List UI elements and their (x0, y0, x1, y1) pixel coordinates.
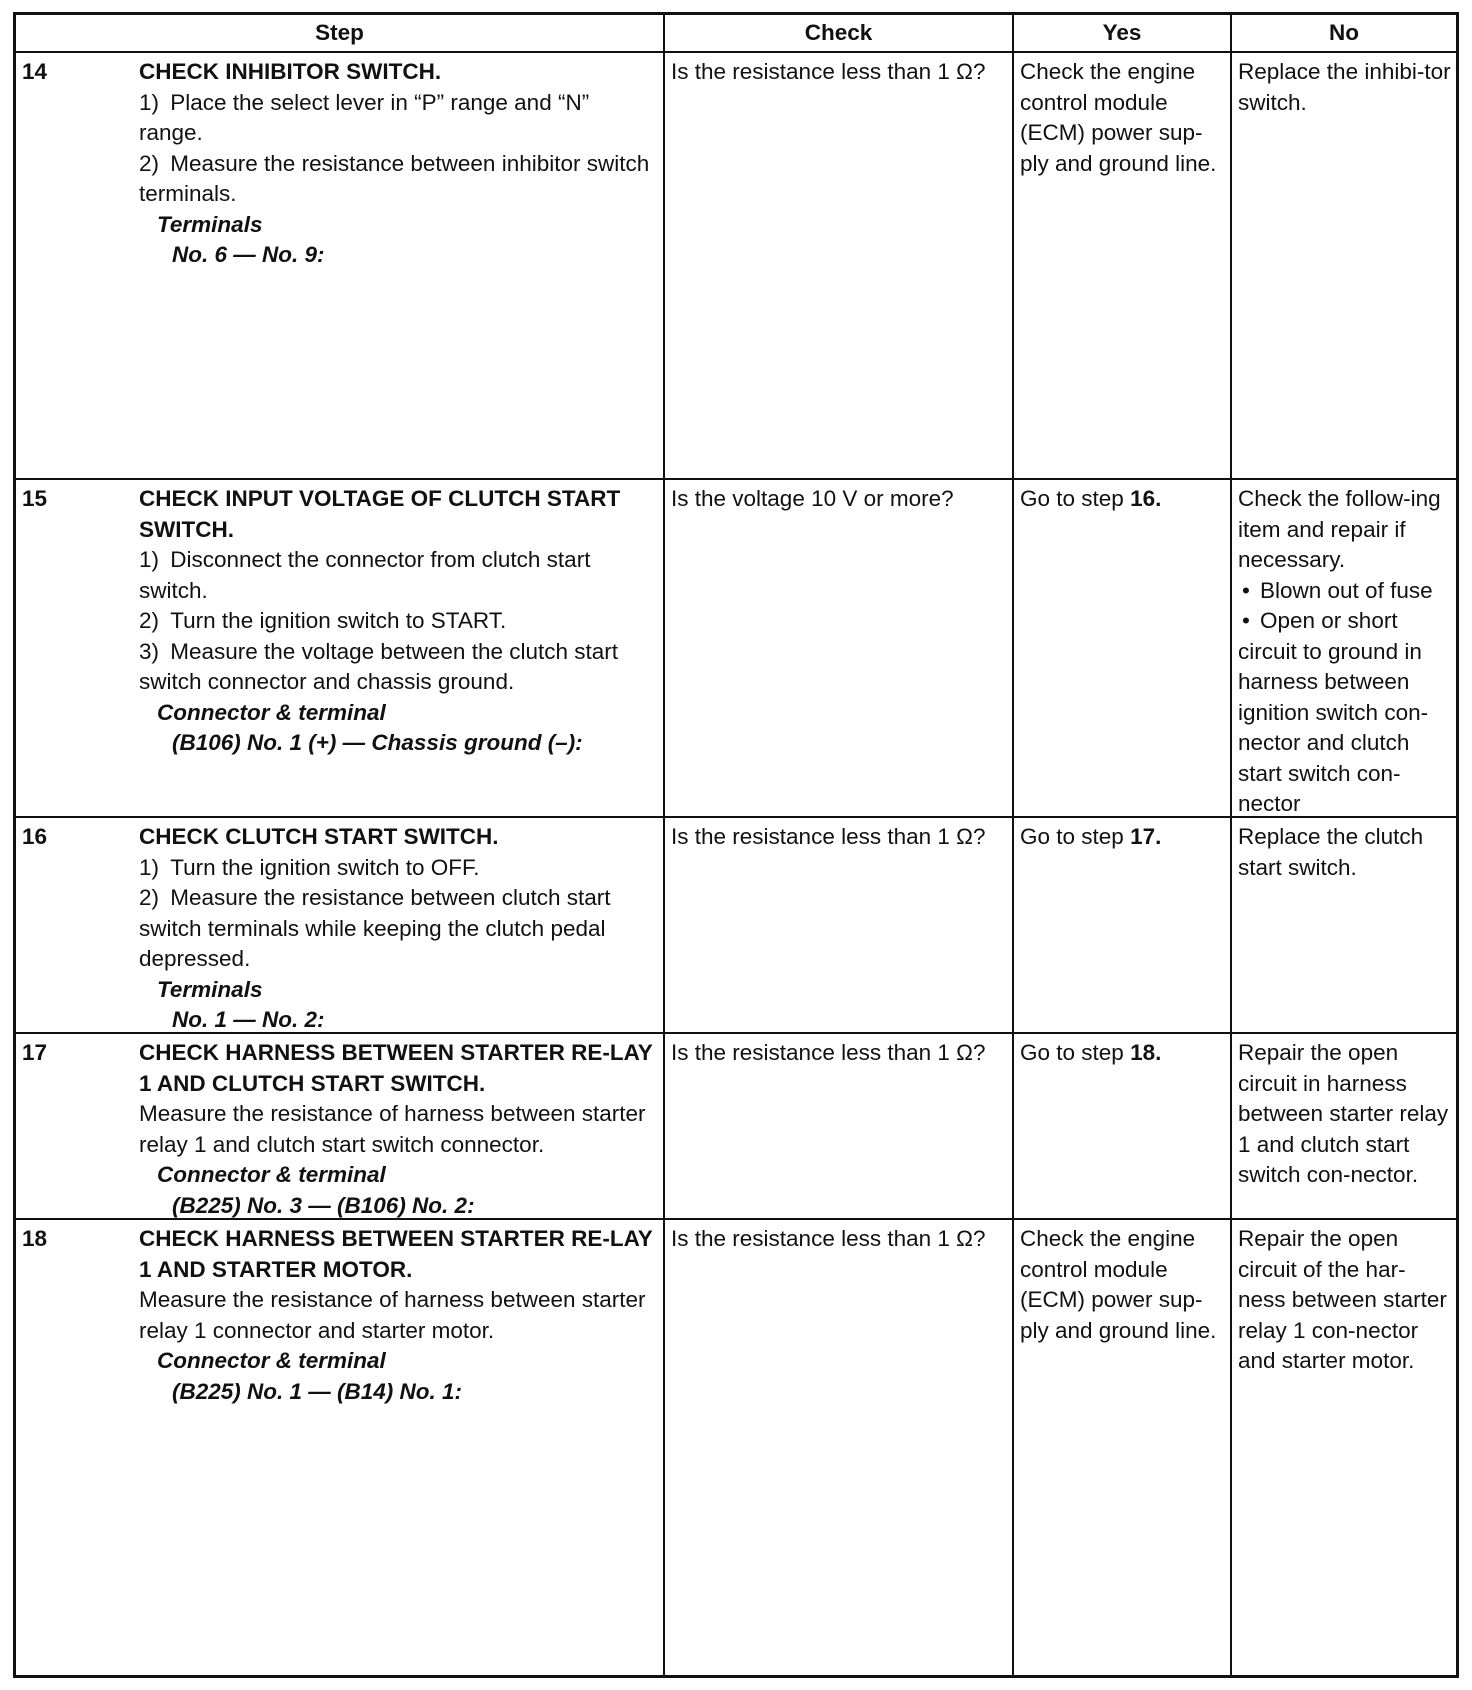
header-yes: Yes (1014, 15, 1232, 53)
step-cell-17 (16, 1034, 665, 1220)
step-number: 15 (22, 486, 48, 511)
yes-cell-15 (1014, 480, 1232, 818)
header-step: Step (16, 15, 665, 53)
step-instruction: 2) Measure the resistance between inhibitor switch terminals. (139, 150, 650, 206)
check-cell-14: Is the resistance less than 1 Ω? (665, 53, 1014, 480)
yes-step-ref: 16. (1130, 486, 1162, 511)
spec-value: (B225) No. 3 — (B106) No. 2: (172, 1192, 475, 1218)
spec-label: Terminals (157, 976, 263, 1002)
step-number: 14 (22, 59, 48, 84)
yes-text: Go to step (1020, 1040, 1131, 1065)
step-instruction: 1) Turn the ignition switch to OFF. (139, 854, 480, 880)
header-no: No (1232, 15, 1456, 53)
step-body (139, 1224, 659, 1675)
step-cell-15 (16, 480, 665, 818)
yes-cell-17 (1014, 1034, 1232, 1220)
spec-label: Connector & terminal (157, 1162, 386, 1187)
no-intro: Check the follow-ing item and repair if necessary. (1238, 486, 1441, 572)
spec-value: (B225) No. 1 — (B14) No. 1: (172, 1378, 463, 1404)
step-instruction: 2) Measure the resistance between clutch start switch terminals while keeping the clutch pedal depressed. (139, 885, 611, 971)
no-cell-14: Replace the inhibi-tor switch. (1232, 53, 1456, 480)
step-body (139, 484, 659, 816)
spec-label: Terminals (157, 211, 263, 237)
check-cell-15: Is the voltage 10 V or more? (665, 480, 1014, 818)
step-number: 17 (22, 1040, 48, 1065)
spec-label: Connector & terminal (157, 1348, 386, 1373)
no-bullet-item: • Blown out of fuse (1238, 576, 1452, 607)
spec-label: Connector & terminal (157, 699, 386, 725)
yes-text: Go to step (1020, 824, 1131, 849)
step-instruction: 1) Disconnect the connector from clutch start switch. (139, 547, 591, 603)
yes-cell-14: Check the engine control module (ECM) power sup-ply and ground line. (1014, 53, 1232, 480)
check-cell-16: Is the resistance less than 1 Ω? (665, 818, 1014, 1034)
step-number: 16 (22, 824, 48, 849)
no-cell-15 (1232, 480, 1456, 818)
no-cell-16: Replace the clutch start switch. (1232, 818, 1456, 1034)
no-bullet-item: • Open or short circuit to ground in harness between ignition switch con-nector and clutch start switch con-nector (1238, 606, 1452, 818)
check-cell-18: Is the resistance less than 1 Ω? (665, 1220, 1014, 1675)
yes-text: Go to step (1020, 486, 1131, 511)
step-body (139, 57, 659, 478)
step-instruction: Measure the resistance of harness between starter relay 1 and clutch start switch connector. (139, 1101, 646, 1157)
step-title: CHECK INPUT VOLTAGE OF CLUTCH START SWITCH. (139, 486, 621, 542)
yes-cell-18: Check the engine control module (ECM) power sup-ply and ground line. (1014, 1220, 1232, 1675)
yes-step-ref: 17. (1130, 824, 1162, 849)
step-cell-14 (16, 53, 665, 480)
spec-value: No. 6 — No. 9: (172, 242, 325, 267)
yes-step-ref: 18. (1130, 1040, 1162, 1065)
spec-value: (B106) No. 1 (+) — Chassis ground (–): (172, 730, 583, 755)
header-check: Check (665, 15, 1014, 53)
step-cell-18 (16, 1220, 665, 1675)
step-instruction: 1) Place the select lever in “P” range and “N” range. (139, 89, 590, 145)
step-title: CHECK INHIBITOR SWITCH. (139, 59, 442, 84)
yes-cell-16 (1014, 818, 1232, 1034)
step-title: CHECK HARNESS BETWEEN STARTER RE-LAY 1 AND STARTER MOTOR. (139, 1226, 653, 1282)
diagnostic-table (13, 12, 1459, 1678)
step-body (139, 1038, 659, 1218)
step-number: 18 (22, 1226, 48, 1251)
step-body (139, 822, 659, 1032)
step-instruction: Measure the resistance of harness between starter relay 1 connector and starter motor. (139, 1287, 646, 1343)
step-instruction: 3) Measure the voltage between the clutch start switch connector and chassis ground. (139, 638, 619, 694)
check-cell-17: Is the resistance less than 1 Ω? (665, 1034, 1014, 1220)
step-cell-16 (16, 818, 665, 1034)
step-title: CHECK CLUTCH START SWITCH. (139, 824, 499, 849)
no-cell-18: Repair the open circuit of the har-ness between starter relay 1 con-nector and starter motor. (1238, 1226, 1447, 1373)
no-cell-17: Repair the open circuit in harness between starter relay 1 and clutch start switch con-nector. (1232, 1034, 1456, 1220)
spec-value: No. 1 — No. 2: (172, 1007, 325, 1032)
step-title: CHECK HARNESS BETWEEN STARTER RE-LAY 1 AND CLUTCH START SWITCH. (139, 1040, 653, 1096)
step-instruction: 2) Turn the ignition switch to START. (139, 608, 507, 633)
